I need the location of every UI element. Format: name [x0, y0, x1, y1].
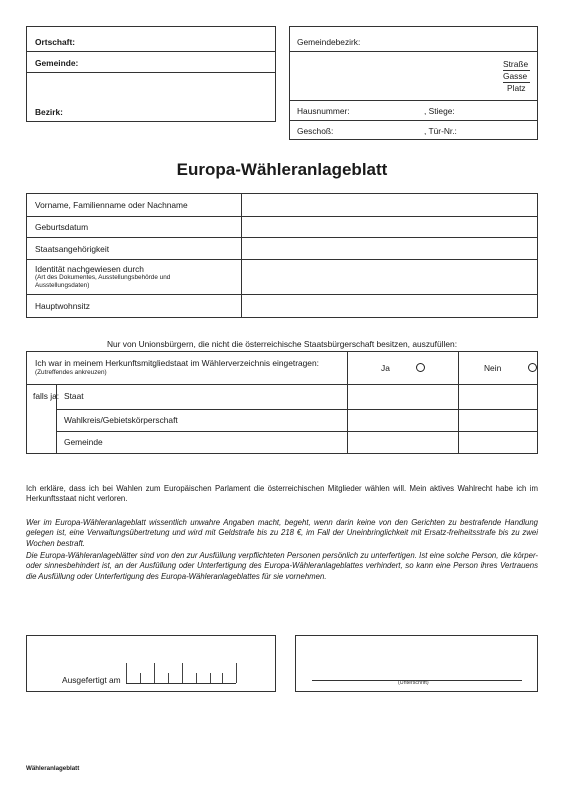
registry-row-divider [56, 431, 538, 432]
wahlkreis-field[interactable] [349, 411, 536, 430]
header-left-divider [26, 72, 276, 73]
unterschrift-caption: (Unterschrift) [398, 680, 429, 686]
hausnummer-field[interactable] [355, 102, 421, 119]
gemeindebezirk-field[interactable] [360, 28, 534, 50]
bezirk-label: Bezirk: [35, 107, 63, 117]
registry-question-note: (Zutreffendes ankreuzen) [35, 369, 107, 376]
tuer-field[interactable] [466, 122, 534, 139]
signature-field[interactable] [298, 638, 535, 678]
ja-label: Ja [381, 363, 390, 373]
stiege-label: , Stiege: [424, 106, 455, 116]
date-field[interactable] [124, 660, 240, 686]
personal-table-row-divider [26, 237, 538, 238]
header-right-divider [289, 120, 538, 121]
registry-row-divider [56, 409, 538, 410]
hauptwohnsitz-field[interactable] [243, 296, 536, 317]
falls-ja-label: falls ja: [33, 391, 60, 401]
page-title: Europa-Wähleranlageblatt [176, 160, 388, 179]
staat-field[interactable] [349, 386, 536, 408]
header-right-divider [289, 51, 538, 52]
warning-text-signature: Die Europa-Wähleranlageblätter sind von den zur Ausfüllung verpflichteten Personen persönlich zu unterfertigen. Ist eine solche Person, die körper- oder sinnesbehindert ist, an der Ausfüllung oder Unterfertigung des Europa-Wähleranlageblattes verhindert, so kann eine Person ihres Vertrauens die Ausfüllung oder Unterfertigung des Europa-Wähleranlageblattes für sie vornehmen. [26, 551, 538, 581]
gemeindebezirk-label: Gemeindebezirk: [297, 37, 361, 47]
ausgefertigt-label: Ausgefertigt am [62, 675, 121, 685]
hauptwohnsitz-label: Hauptwohnsitz [35, 301, 90, 311]
name-field[interactable] [243, 195, 536, 215]
staatsangehoerigkeit-field[interactable] [243, 239, 536, 258]
tuer-label: , Tür-Nr.: [424, 126, 457, 136]
gemeinde-row-label: Gemeinde [64, 437, 103, 447]
ortschaft-field[interactable] [82, 28, 272, 50]
gasse-label: Gasse [503, 71, 528, 81]
gemeinde-field[interactable] [82, 53, 272, 71]
name-label: Vorname, Familienname oder Nachname [35, 200, 188, 210]
identitaet-note: (Art des Dokumentes, Ausstellungsbehörde und [35, 274, 171, 281]
stiege-field[interactable] [460, 102, 535, 119]
union-citizen-note: Nur von Unionsbürgern, die nicht die österreichische Staatsbürgerschaft besitzen, auszufüllen: [106, 339, 458, 349]
declaration-text: Ich erkläre, dass ich bei Wahlen zum Europäischen Parlament die österreichischen Mitglieder wählen will. Mein aktives Wahlrecht habe ich im Herkunftsstaat nicht verloren. [26, 484, 538, 504]
gemeinde-label: Gemeinde: [35, 58, 79, 68]
identitaet-field[interactable] [243, 261, 536, 293]
platz-label: Platz [507, 83, 526, 93]
personal-table-row-divider [26, 216, 538, 217]
warning-text-penalty: Wer im Europa-Wähleranlageblatt wissentlich unwahre Angaben macht, begeht, wenn darin keine von den Gerichten zu bestrafende Handlung gelegen ist, eine Verwaltungsübertretung und wird mit Geldstrafe bis zu 218 €, im Fall der Uneinbringlichkeit mit Ersatz-freiheitsstrafe bis zu zwei Wochen bestraft. [26, 518, 538, 548]
footer-label: Wähleranlageblatt [26, 765, 80, 772]
personal-table-column-divider [241, 193, 242, 318]
header-left-divider [26, 51, 276, 52]
identitaet-label: Identität nachgewiesen durch [35, 264, 144, 274]
geschoss-label: Geschoß: [297, 126, 334, 136]
street-field[interactable] [292, 53, 497, 99]
personal-table-row-divider [26, 294, 538, 295]
registry-row-divider [26, 384, 538, 385]
geburtsdatum-label: Geburtsdatum [35, 222, 89, 232]
staatsangehoerigkeit-label: Staatsangehörigkeit [35, 244, 110, 254]
wahlkreis-label: Wahlkreis/Gebietskörperschaft [64, 415, 178, 425]
bezirk-field[interactable] [72, 96, 272, 120]
registry-column-divider [347, 351, 348, 454]
geburtsdatum-field[interactable] [243, 218, 536, 236]
gemeinde-row-field[interactable] [349, 433, 536, 453]
hausnummer-label: Hausnummer: [297, 106, 350, 116]
ja-radio[interactable] [416, 363, 425, 372]
ortschaft-label: Ortschaft: [35, 37, 76, 47]
nein-radio[interactable] [528, 363, 537, 372]
geschoss-field[interactable] [340, 122, 420, 139]
personal-table-row-divider [26, 259, 538, 260]
identitaet-note: Ausstellungsdaten) [35, 282, 90, 289]
header-right-divider [289, 100, 538, 101]
registry-question: Ich war in meinem Herkunftsmitgliedstaat im Wählerverzeichnis eingetragen: [35, 358, 319, 368]
nein-label: Nein [484, 363, 502, 373]
strasse-label: Straße [503, 59, 529, 69]
staat-label: Staat [64, 391, 84, 401]
